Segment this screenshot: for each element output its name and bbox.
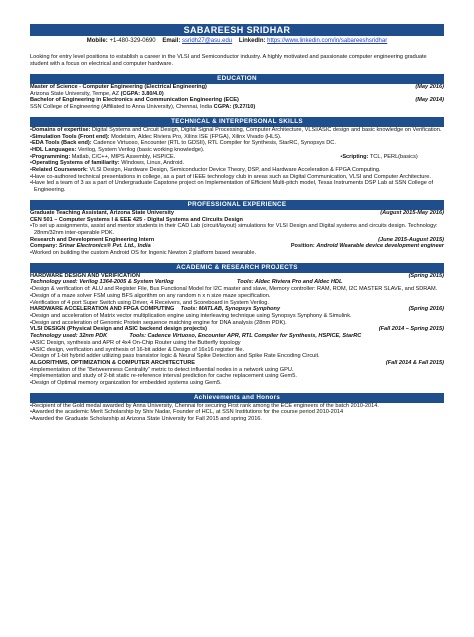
school-1 (30, 91, 444, 98)
skill-label: Scripting: (342, 153, 369, 160)
project-date: (Spring 2015) (408, 272, 444, 279)
skill-label: Programming: (31, 153, 71, 160)
achievement-item: • Awarded the Graduate Scholarship at Arizona State University for Fall 2015 and spring 2016. (30, 416, 444, 423)
skill-text: Matlab, C/C++, MIPS Assembly, HSPICE. (71, 153, 176, 160)
skills-header: TECHNICAL & INTERPERSONAL SKILLS (30, 117, 444, 127)
achievements-header: Achievements and Honors (30, 393, 444, 403)
education-entry-1 (30, 84, 444, 91)
skill-text: VLSI Design, Hardware Design, Semiconductor Device Theory, DSP, and Hardware Acceleration & FPGA Computing. (89, 167, 381, 174)
skill-text: TCL, PERL(basics) (369, 153, 418, 160)
project-title: HARDWARE DESIGN AND VERIFICATION (30, 272, 141, 279)
project-tech: Technology used: 32nm PDK (30, 333, 108, 340)
skill-programming (30, 154, 340, 161)
project-title: VLSI DESIGN (Physical Design and ASIC backend design projects) (30, 326, 207, 333)
skill-item-programming (30, 154, 444, 161)
skills-section (30, 127, 444, 194)
position-label: Position: (290, 243, 315, 250)
skill-text: Have led a team of 3 as a part of Undergraduate Capstone project on Implementation of Efficient Multi-pitch model, Texas Instruments DSP Lab at SSN College of Engineering. (31, 180, 434, 194)
skill-text: Verilog, System Verilog (basic working knowledge). (77, 146, 205, 153)
skill-item (30, 127, 444, 134)
project-bullet: • Implementation and study of 2-bit static re-reference interval prediction for cache replacement using Gem5. (30, 373, 444, 380)
linkedin-link[interactable]: https://www.linkedin.com/in/sabareeshsridhar (267, 38, 388, 44)
skill-text: Have co-authored technical presentations in college, as a part of IEEE technology club in areas such as Digital Communication, VLSI and Computer Architecture. (31, 173, 431, 180)
project-3-title (30, 326, 444, 333)
degree-1: Master of Science - Computer Engineering (Electrical Engineering) (30, 84, 207, 90)
project-title: ALGORITHMS, OPTIMIZATION & COMPUTER ARCHITECTURE (30, 359, 196, 366)
experience-header: PROFESSIONAL EXPERIENCE (30, 200, 444, 210)
project-3-tech (30, 333, 444, 340)
project-2-title (30, 306, 444, 313)
project-date: (Spring 2016) (408, 306, 444, 313)
skill-label: Simulation Tools (Front end): (31, 133, 110, 140)
experience-bullet: • To set up assignments, assist and mentor students in their CAD Lab (circuit/layout) simulations for VLSI Design and Digital systems and circuits design. Technology: 28nm/32nm inter-operable PDK. (30, 223, 444, 236)
experience-section (30, 210, 444, 257)
project-bullet: • ASIC Design, synthesis and APR of 4x4 On-Chip Router using the Butterfly topology (30, 340, 444, 347)
school-2-name: SSN College of Engineering (Affiliated to Anna University), Chennai, India (30, 104, 213, 111)
role-date: (August 2015-May 2016) (380, 209, 444, 216)
project-bullet: • Design & verification of: ALU and Register File, Bus Functional Model for I2C master and slave, Memory controller: RAM, ROM, I2C MASTER SLAVE, and SDRAM. (30, 286, 444, 293)
resume-page (0, 24, 474, 637)
email-label: Email: (162, 38, 181, 44)
role-date: (June 2015-August 2015) (378, 236, 444, 243)
school-2-cgpa: CGPA: (9.27/10) (213, 104, 256, 111)
objective: Looking for entry level positions to establish a career in the VLSI and Semiconductor industry. A highly motivated and passionate computer engineering graduate student with a focus on electrical and computer hardware. (30, 54, 427, 67)
company-line (30, 243, 444, 250)
position-name: Android Wearable device development engineer (316, 243, 444, 250)
project-title: HARDWARE ACCELERATION AND FPGA COMPUTING (30, 306, 175, 313)
project-bullet: • Design of Optimal memory organization for embedded systems using Gem5. (30, 380, 444, 387)
project-bullet: • Design and acceleration of Genomic Protein sequence matching engine for DNA analysis (28nm PDK). (30, 320, 444, 327)
achievements-section (30, 403, 444, 423)
skill-item (30, 160, 444, 167)
experience-bullet: • Worked on building the custom Android OS for Ingenic Newton 2 platform based wearable. (30, 250, 444, 257)
degree-2-date: (May 2014) (415, 97, 444, 104)
project-tech: Technology used: Verilog 1364-2005 & System Verilog (30, 279, 174, 286)
school-1-cgpa: (CGPA: 3.80/4.0) (120, 90, 164, 97)
skill-label: EDA Tools (Back end): (31, 140, 92, 147)
education-entry-2 (30, 97, 444, 104)
linkedin-label: LinkedIn: (238, 38, 266, 44)
role-title: Graduate Teaching Assistant, Arizona State University (30, 209, 175, 216)
education-section (30, 84, 444, 111)
name-banner: SABAREESH SRIDHAR (30, 24, 444, 36)
project-tools: Tools: Cadence Virtuoso, Encounter APR, RTL Compiler for Synthesis, HSPICE, StarRC (129, 333, 362, 340)
achievement-item: • Awarded the academic Merit Scholarship by Shiv Nadar, Founder of HCL, at SSN Institutions for the course period 2010-2014 (30, 409, 444, 416)
education-header: EDUCATION (30, 74, 444, 84)
experience-role-1 (30, 210, 444, 217)
project-date: (Fall 2014 & Fall 2015) (385, 359, 444, 366)
company-label: Company: (30, 243, 58, 250)
project-bullet: • ASIC design, verification and synthesis of 16-bit adder & Design of 16x16 register file. (30, 347, 444, 354)
course-line: CEN 501 – Computer Systems I & EEE 425 - Digital Systems and Circuits Design (30, 216, 243, 223)
company-name: Srinar Electronics® Pvt. Ltd., India (58, 243, 151, 250)
project-tools: Tools: Aldec Riviera Pro and Aldec HDL (237, 279, 343, 286)
skill-label: Operating Systems of familiarity: (31, 160, 120, 167)
school-1-name: Arizona State University, Tempe, AZ (30, 90, 120, 97)
project-1-tech (30, 279, 444, 286)
skill-text: Cadence Virtuoso, Encounter (RTL to GDSII), RTL Compiler for Synthesis, StarRC, Synopsys DC. (93, 140, 336, 147)
project-date: (Fall 2014 – Spring 2015) (378, 326, 444, 333)
mobile-label: Mobile: (86, 38, 108, 44)
skill-item (30, 174, 444, 181)
project-bullet: • Implementation of the “Betweenness Centrality” metric to detect influential nodes in a network using GPU. (30, 367, 444, 374)
skill-item (30, 167, 444, 174)
achievement-item: • Recipient of the Gold medal awarded by Anna University, Chennai for securing First rank among the ECE engineers of the batch 2010-2014. (30, 403, 444, 410)
skill-label: Domains of expertise: (31, 126, 91, 133)
project-bullet: • Verification of 4 port Super Switch using Driver, 4 Receivers, and Scoreboard in System Verilog. (30, 300, 444, 307)
skill-item (30, 140, 444, 147)
degree-1-date: (May 2016) (415, 84, 444, 90)
skill-text: Digital Systems and Circuit Design, Digital Signal Processing, Computer Architecture, VLSI/ASIC design and basic knowledge on Verification. (91, 126, 442, 133)
skill-text: Windows, Linux, Android. (121, 160, 185, 167)
degree-2: Bachelor of Engineering in Electronics and Communication Engineering (ECE) (30, 97, 239, 104)
skill-item (30, 180, 444, 193)
project-bullet: • Design of 1-bit hybrid adder utilizing pass transistor logic & Neural Spike Detection and Spike Rate Encoding Circuit. (30, 353, 444, 360)
projects-section (30, 273, 444, 387)
skill-text: Modelsim, Aldec Riviera Pro, Xilinx ISE (FPGA), Xilinx Vivado (HLS). (111, 133, 282, 140)
project-bullet: • Design and acceleration of Matrix vector multiplication engine using interleaving technique using Synopsys Synphony & Simulink. (30, 313, 444, 320)
skill-label: Related Coursework: (31, 167, 88, 174)
contact-line (30, 38, 444, 44)
project-bullet: • Design of a maze solver FSM using BFS algorithm on any random n x n size maze specification. (30, 293, 444, 300)
skill-item (30, 147, 444, 154)
role-title: Research and Development Engineering Intern (30, 236, 155, 243)
email-link[interactable]: ssridh27@asu.edu (182, 38, 233, 44)
skill-scripting (340, 154, 417, 161)
mobile-number: +1-480-329-0690 (109, 38, 156, 44)
skill-label: HDL Languages: (31, 146, 77, 153)
project-1-title (30, 273, 444, 280)
project-4-title (30, 360, 444, 367)
school-2 (30, 104, 444, 111)
project-tools: Tools: MATLAB, Synopsys Synphony (180, 306, 281, 313)
projects-header: ACADEMIC & RESEARCH PROJECTS (30, 263, 444, 273)
skill-item (30, 134, 444, 141)
